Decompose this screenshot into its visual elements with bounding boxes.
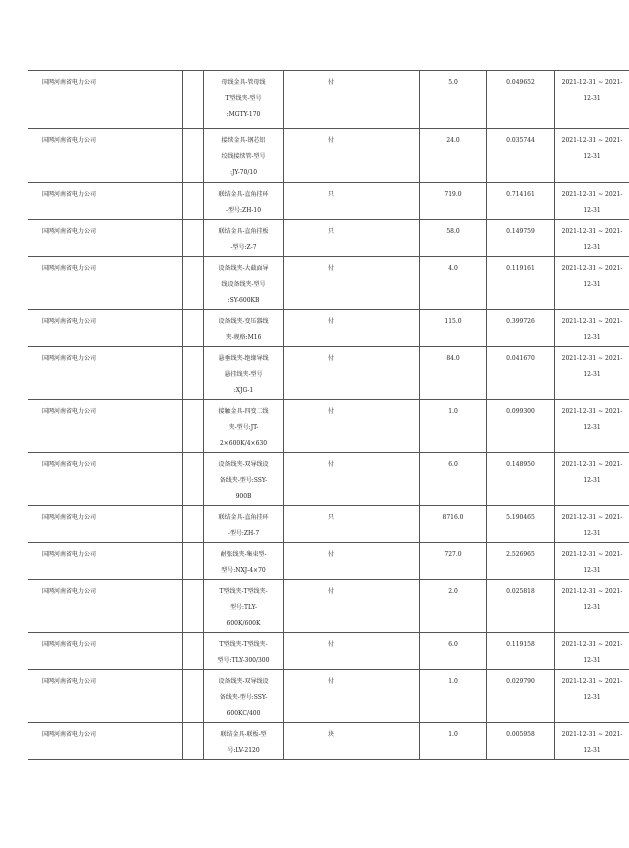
item-name-line: 备线夹-型号:SSY- xyxy=(219,694,268,701)
period-cell xyxy=(555,453,629,506)
period-cell xyxy=(555,310,629,347)
period-line: 12-31 xyxy=(583,657,601,664)
table-row xyxy=(28,400,629,453)
item-name-line: -型号:ZH-10 xyxy=(225,207,262,214)
blank-cell xyxy=(183,670,204,723)
quantity-cell: 727.0 xyxy=(420,543,487,580)
blank-cell xyxy=(183,71,204,129)
period-line: 2021-12-31 ~ 2021- xyxy=(561,461,623,468)
period-line: 12-31 xyxy=(583,424,601,431)
item-name-cell xyxy=(204,310,284,347)
quantity-cell: 1.0 xyxy=(420,670,487,723)
period-line: 2021-12-31 ~ 2021- xyxy=(561,551,623,558)
unit-cell: 付 xyxy=(284,257,420,310)
amount-cell: 0.005958 xyxy=(487,723,555,760)
period-cell xyxy=(555,633,629,670)
table-row xyxy=(28,580,629,633)
period-line: 12-31 xyxy=(583,604,601,611)
quantity-cell: 4.0 xyxy=(420,257,487,310)
unit-cell: 只 xyxy=(284,220,420,257)
table-body xyxy=(28,71,629,760)
item-name-line: 设备线夹-双导线设 xyxy=(218,678,269,685)
amount-cell: 0.149759 xyxy=(487,220,555,257)
blank-cell xyxy=(183,347,204,400)
company-cell: 国网河南省电力公司 xyxy=(28,400,183,453)
period-cell xyxy=(555,580,629,633)
unit-cell: 付 xyxy=(284,633,420,670)
item-name-cell xyxy=(204,400,284,453)
quantity-cell: 84.0 xyxy=(420,347,487,400)
item-name-line: :XJG-1 xyxy=(233,387,254,394)
company-cell: 国网河南省电力公司 xyxy=(28,71,183,129)
period-line: 2021-12-31 ~ 2021- xyxy=(561,731,623,738)
item-name-line: 设备线夹-大截面导 xyxy=(218,265,269,272)
company-cell: 国网河南省电力公司 xyxy=(28,310,183,347)
item-name-cell xyxy=(204,257,284,310)
blank-cell xyxy=(183,220,204,257)
blank-cell xyxy=(183,400,204,453)
item-name-line: 母线金具-管母线 xyxy=(221,79,266,86)
company-cell: 国网河南省电力公司 xyxy=(28,453,183,506)
company-cell: 国网河南省电力公司 xyxy=(28,183,183,220)
item-name-line: -型号:Z-7 xyxy=(230,244,257,251)
quantity-cell: 1.0 xyxy=(420,723,487,760)
period-cell xyxy=(555,670,629,723)
item-name-line: 2×600K/4×630 xyxy=(219,440,268,447)
period-cell xyxy=(555,543,629,580)
period-line: 12-31 xyxy=(583,334,601,341)
blank-cell xyxy=(183,257,204,310)
company-cell: 国网河南省电力公司 xyxy=(28,580,183,633)
company-cell: 国网河南省电力公司 xyxy=(28,543,183,580)
item-name-cell xyxy=(204,580,284,633)
period-line: 2021-12-31 ~ 2021- xyxy=(561,265,623,272)
quantity-cell: 5.0 xyxy=(420,71,487,129)
period-cell xyxy=(555,506,629,543)
quantity-cell: 115.0 xyxy=(420,310,487,347)
period-line: 12-31 xyxy=(583,207,601,214)
period-line: 12-31 xyxy=(583,747,601,754)
unit-cell: 只 xyxy=(284,183,420,220)
period-line: 2021-12-31 ~ 2021- xyxy=(561,137,623,144)
unit-cell: 付 xyxy=(284,543,420,580)
item-name-cell xyxy=(204,723,284,760)
amount-cell: 5.190465 xyxy=(487,506,555,543)
period-line: 12-31 xyxy=(583,530,601,537)
blank-cell xyxy=(183,453,204,506)
period-line: 2021-12-31 ~ 2021- xyxy=(561,641,623,648)
period-line: 12-31 xyxy=(583,477,601,484)
table-row xyxy=(28,310,629,347)
item-name-line: 接续金具-钢芯铝 xyxy=(221,137,266,144)
period-line: 2021-12-31 ~ 2021- xyxy=(561,408,623,415)
amount-cell: 0.119161 xyxy=(487,257,555,310)
item-name-cell xyxy=(204,633,284,670)
unit-cell: 只 xyxy=(284,506,420,543)
amount-cell: 0.714161 xyxy=(487,183,555,220)
unit-cell: 付 xyxy=(284,400,420,453)
unit-cell: 付 xyxy=(284,310,420,347)
item-name-line: :SY-600KB xyxy=(227,297,260,304)
item-name-line: T型线夹-T型线夹- xyxy=(219,641,268,648)
item-name-line: 悬垂线夹-绝缘导线 xyxy=(218,355,269,362)
item-name-cell xyxy=(204,543,284,580)
item-name-line: 联结金具-联板-型 xyxy=(220,731,267,738)
item-name-line: 接触金具-四变二线 xyxy=(218,408,269,415)
item-name-line: 耐张线夹-集束型- xyxy=(220,551,267,558)
company-cell: 国网河南省电力公司 xyxy=(28,129,183,183)
item-name-cell xyxy=(204,506,284,543)
period-line: 2021-12-31 ~ 2021- xyxy=(561,318,623,325)
period-cell xyxy=(555,183,629,220)
item-name-line: 600KC/400 xyxy=(226,710,261,717)
company-cell: 国网河南省电力公司 xyxy=(28,347,183,400)
document-page xyxy=(28,70,623,760)
quantity-cell: 2.0 xyxy=(420,580,487,633)
period-line: 2021-12-31 ~ 2021- xyxy=(561,355,623,362)
period-line: 2021-12-31 ~ 2021- xyxy=(561,79,623,86)
item-name-cell xyxy=(204,71,284,129)
table-row xyxy=(28,506,629,543)
item-name-cell xyxy=(204,347,284,400)
blank-cell xyxy=(183,183,204,220)
item-name-line: T型线夹-型号 xyxy=(225,95,262,102)
amount-cell: 0.049652 xyxy=(487,71,555,129)
item-name-line: 联结金具-直角挂环 xyxy=(218,191,269,198)
amount-cell: 0.025818 xyxy=(487,580,555,633)
table-row xyxy=(28,347,629,400)
period-line: 2021-12-31 ~ 2021- xyxy=(561,678,623,685)
amount-cell: 0.029790 xyxy=(487,670,555,723)
item-name-line: :MGTY-170 xyxy=(226,111,261,118)
item-name-line: 型号:TLY-300/300 xyxy=(217,657,270,664)
amount-cell: 2.526965 xyxy=(487,543,555,580)
period-line: 12-31 xyxy=(583,244,601,251)
period-cell xyxy=(555,220,629,257)
amount-cell: 0.399726 xyxy=(487,310,555,347)
quantity-cell: 6.0 xyxy=(420,633,487,670)
blank-cell xyxy=(183,580,204,633)
company-cell: 国网河南省电力公司 xyxy=(28,670,183,723)
item-name-line: :JY-70/10 xyxy=(229,169,258,176)
period-cell xyxy=(555,347,629,400)
table-row xyxy=(28,183,629,220)
unit-cell: 付 xyxy=(284,71,420,129)
materials-table xyxy=(28,70,629,760)
item-name-line: 夹-规格:M16 xyxy=(225,334,262,341)
company-cell: 国网河南省电力公司 xyxy=(28,723,183,760)
period-cell xyxy=(555,400,629,453)
table-row xyxy=(28,129,629,183)
company-cell: 国网河南省电力公司 xyxy=(28,257,183,310)
quantity-cell: 58.0 xyxy=(420,220,487,257)
item-name-line: 号:LV-2120 xyxy=(227,747,260,754)
amount-cell: 0.148950 xyxy=(487,453,555,506)
item-name-line: 设备线夹-变压器线 xyxy=(218,318,269,325)
item-name-line: 600K/600K xyxy=(226,620,261,627)
quantity-cell: 8716.0 xyxy=(420,506,487,543)
blank-cell xyxy=(183,129,204,183)
blank-cell xyxy=(183,310,204,347)
table-row xyxy=(28,453,629,506)
table-row xyxy=(28,723,629,760)
blank-cell xyxy=(183,723,204,760)
table-row xyxy=(28,670,629,723)
period-cell xyxy=(555,257,629,310)
period-line: 12-31 xyxy=(583,281,601,288)
quantity-cell: 719.0 xyxy=(420,183,487,220)
unit-cell: 块 xyxy=(284,723,420,760)
unit-cell: 付 xyxy=(284,580,420,633)
blank-cell xyxy=(183,633,204,670)
company-cell: 国网河南省电力公司 xyxy=(28,220,183,257)
table-row xyxy=(28,257,629,310)
period-line: 12-31 xyxy=(583,694,601,701)
unit-cell: 付 xyxy=(284,670,420,723)
item-name-line: 线设备线夹-型号 xyxy=(221,281,266,288)
period-line: 2021-12-31 ~ 2021- xyxy=(561,588,623,595)
table-row xyxy=(28,543,629,580)
table-row xyxy=(28,71,629,129)
item-name-line: 设备线夹-双导线设 xyxy=(218,461,269,468)
quantity-cell: 24.0 xyxy=(420,129,487,183)
period-line: 2021-12-31 ~ 2021- xyxy=(561,191,623,198)
quantity-cell: 1.0 xyxy=(420,400,487,453)
item-name-line: 备线夹-型号:SSY- xyxy=(219,477,268,484)
item-name-line: 悬挂线夹-型号 xyxy=(224,371,263,378)
period-line: 12-31 xyxy=(583,95,601,102)
table-row xyxy=(28,220,629,257)
unit-cell: 付 xyxy=(284,129,420,183)
item-name-cell xyxy=(204,220,284,257)
amount-cell: 0.035744 xyxy=(487,129,555,183)
item-name-line: 联结金具-直角挂板 xyxy=(218,228,269,235)
period-line: 2021-12-31 ~ 2021- xyxy=(561,514,623,521)
period-line: 2021-12-31 ~ 2021- xyxy=(561,228,623,235)
unit-cell: 付 xyxy=(284,453,420,506)
unit-cell: 付 xyxy=(284,347,420,400)
period-cell xyxy=(555,723,629,760)
company-cell: 国网河南省电力公司 xyxy=(28,633,183,670)
amount-cell: 0.119158 xyxy=(487,633,555,670)
item-name-line: 联结金具-直角挂环 xyxy=(218,514,269,521)
item-name-line: 型号:TLY- xyxy=(230,604,257,611)
item-name-line: 900B xyxy=(235,493,252,500)
period-line: 12-31 xyxy=(583,153,601,160)
item-name-line: T型线夹-T型线夹- xyxy=(219,588,268,595)
blank-cell xyxy=(183,543,204,580)
item-name-cell xyxy=(204,453,284,506)
company-cell: 国网河南省电力公司 xyxy=(28,506,183,543)
item-name-cell xyxy=(204,129,284,183)
item-name-cell xyxy=(204,670,284,723)
blank-cell xyxy=(183,506,204,543)
period-line: 12-31 xyxy=(583,371,601,378)
period-line: 12-31 xyxy=(583,567,601,574)
item-name-line: 夹-型号:JT- xyxy=(228,424,259,431)
item-name-line: 型号:NXJ-4×70 xyxy=(221,567,266,574)
table-row xyxy=(28,633,629,670)
item-name-line: 绞线接续管-型号 xyxy=(221,153,266,160)
item-name-cell xyxy=(204,183,284,220)
period-cell xyxy=(555,71,629,129)
item-name-line: -型号:ZH-7 xyxy=(227,530,260,537)
amount-cell: 0.041670 xyxy=(487,347,555,400)
quantity-cell: 6.0 xyxy=(420,453,487,506)
period-cell xyxy=(555,129,629,183)
amount-cell: 0.099300 xyxy=(487,400,555,453)
